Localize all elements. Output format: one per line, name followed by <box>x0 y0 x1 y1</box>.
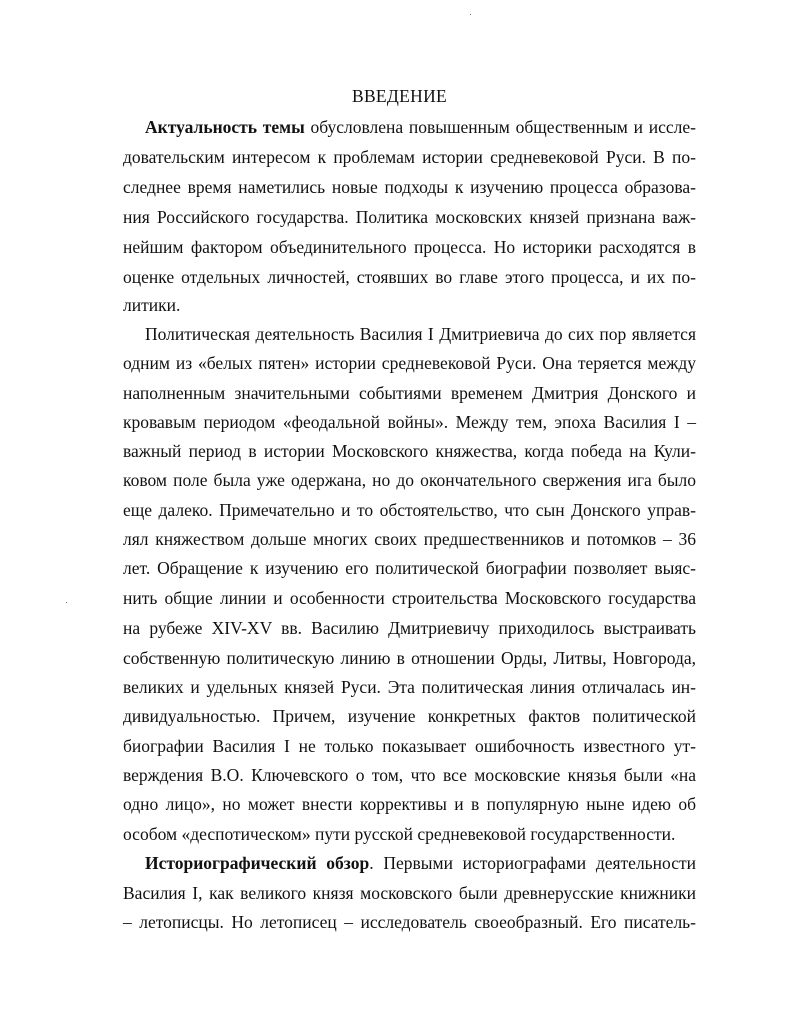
text-line: нить общие линии и особенности строительства Московского государства <box>123 588 696 608</box>
text-line <box>145 853 696 873</box>
text-line: Политическая деятельность Василия I Дмитриевича до сих пор является <box>145 324 696 344</box>
text-line: ния Российского государства. Политика московских князей признана важ- <box>123 207 696 227</box>
text-line: важный период в истории Московского княжества, когда победа на Кули- <box>123 441 696 461</box>
text-line <box>145 117 696 137</box>
line-text: обусловлена повышенным общественным и иссле- <box>304 117 696 137</box>
scan-speck <box>470 14 471 15</box>
text-line: Василия I, как великого князя московского были древнерусские книжники <box>123 883 696 903</box>
text-line: лял княжеством дольше многих своих предшественников и потомков – 36 <box>123 529 696 549</box>
bold-lead: Историографический обзор <box>145 853 370 873</box>
text-line: – летописцы. Но летописец – исследователь своеобразный. Его писатель- <box>123 912 696 932</box>
text-line: довательским интересом к проблемам истории средневековой Руси. В по- <box>123 147 696 167</box>
text-line: собственную политическую линию в отношении Орды, Литвы, Новгорода, <box>123 648 696 668</box>
text-line: дивидуальностью. Причем, изучение конкретных фактов политической <box>123 706 696 726</box>
text-line: ковом поле была уже одержана, но до окончательного свержения ига было <box>123 470 696 490</box>
page-title: ВВЕДЕНИЕ <box>351 86 448 106</box>
text-line: одним из «белых пятен» истории средневековой Руси. Она теряется между <box>123 353 696 373</box>
text-line: нейшим фактором объединительного процесса. Но историки расходятся в <box>123 237 696 257</box>
text-line: особом «деспотическом» пути русской средневековой государственности. <box>123 824 676 844</box>
scan-speck <box>66 602 67 603</box>
bold-lead: Актуальность темы <box>145 117 305 137</box>
text-line: оценке отдельных личностей, стоявших во главе этого процесса, и их по- <box>123 267 696 287</box>
line-text: . Первыми историографами деятельности <box>369 853 696 873</box>
text-line: верждения В.О. Ключевского о том, что все московские князья были «на <box>123 765 696 785</box>
text-line: еще далеко. Примечательно и то обстоятельство, что сын Донского управ- <box>123 500 696 520</box>
text-line: литики. <box>123 295 181 315</box>
text-line: лет. Обращение к изучению его политической биографии позволяет выяс- <box>123 558 696 578</box>
text-line: кровавым периодом «феодальной войны». Между тем, эпоха Василия I – <box>123 412 696 432</box>
text-line: следнее время наметились новые подходы к изучению процесса образова- <box>123 177 696 197</box>
text-line: наполненным значительными событиями временем Дмитрия Донского и <box>123 383 696 403</box>
text-line: на рубеже XIV-XV вв. Василию Дмитриевичу приходилось выстраивать <box>123 618 696 638</box>
text-line: биографии Василия I не только показывает ошибочность известного ут- <box>123 736 696 756</box>
text-line: одно лицо», но может внести коррективы и в популярную ныне идею об <box>123 794 696 814</box>
text-line: великих и удельных князей Руси. Эта политическая линия отличалась ин- <box>123 677 696 697</box>
